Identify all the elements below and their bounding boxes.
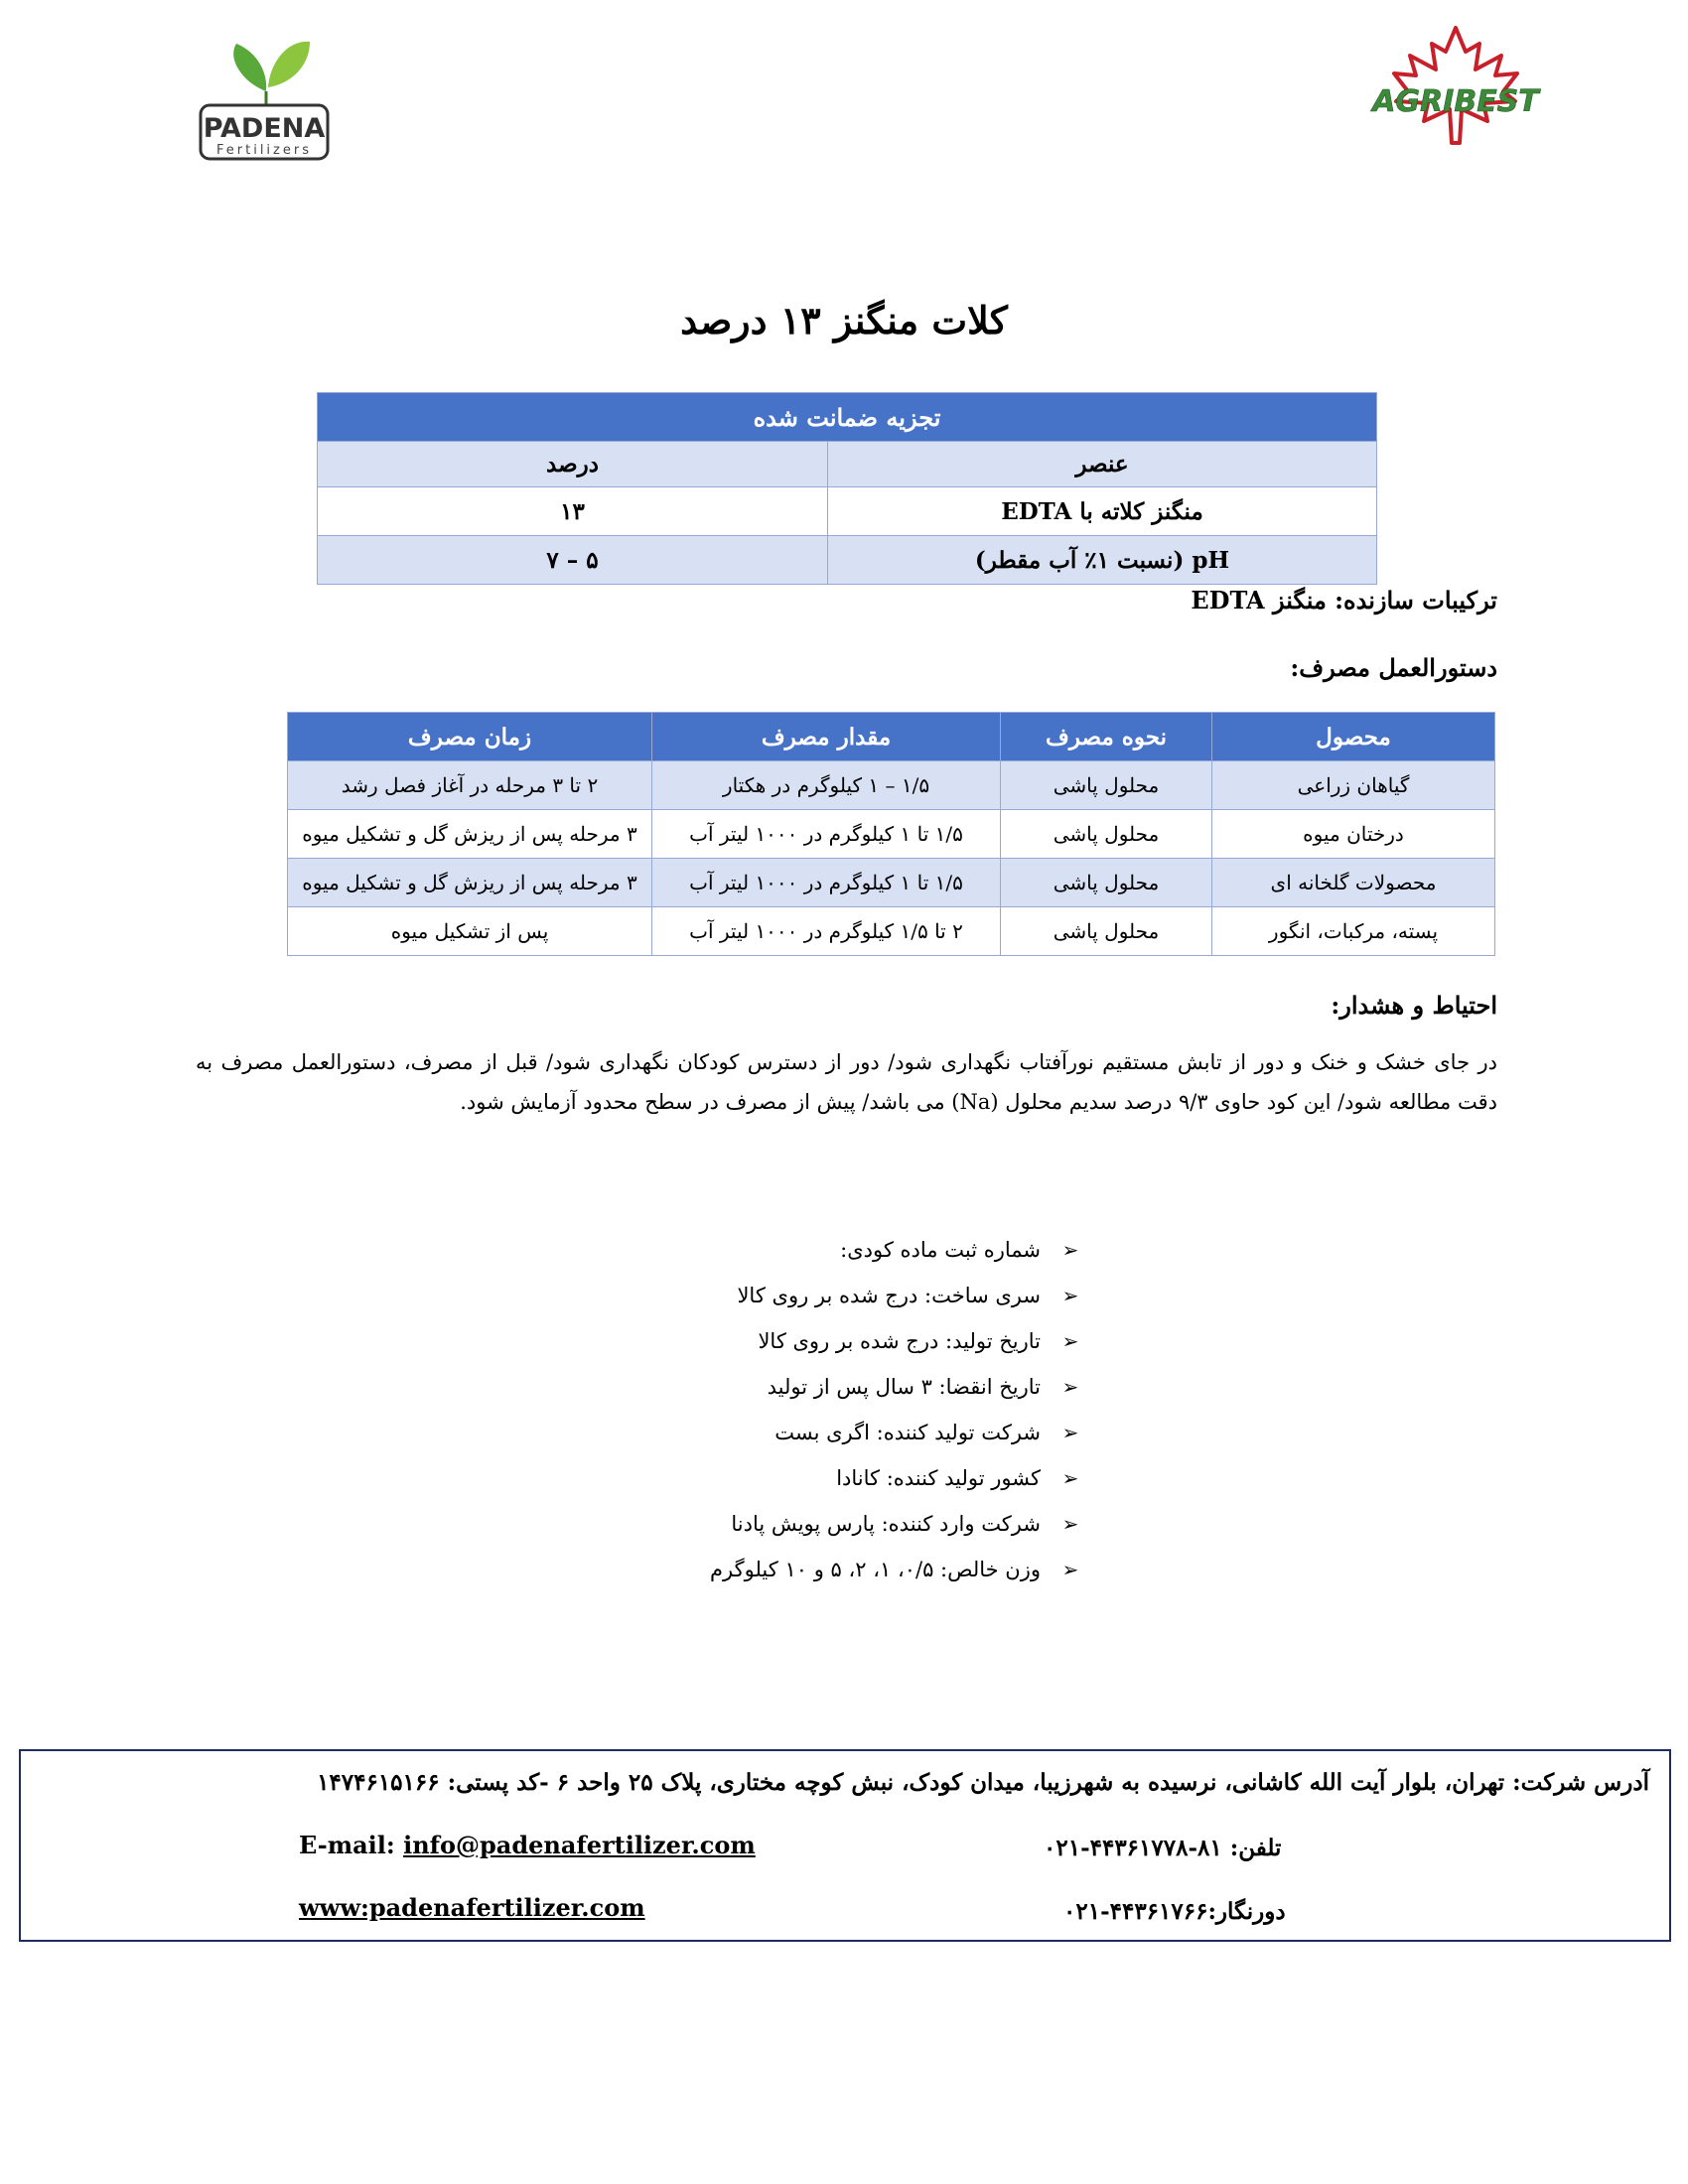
analysis-table-caption: تجزیه ضمانت شده [318, 393, 1377, 442]
agribest-logo-text: AGRIBEST [1372, 84, 1539, 119]
table-row [288, 907, 1495, 956]
usage-cell: محلول پاشی [1001, 859, 1212, 907]
info-item-text: سری ساخت: درج شده بر روی کالا [737, 1284, 1041, 1307]
usage-header: محصول [1212, 713, 1495, 761]
usage-header: نحوه مصرف [1001, 713, 1212, 761]
list-item [0, 1364, 1084, 1410]
usage-cell: ۳ مرحله پس از ریزش گل و تشکیل میوه [288, 810, 652, 859]
fax-number: دورنگار:۴۴۳۶۱۷۶۶-۰۲۱ [1063, 1898, 1286, 1925]
usage-heading: دستورالعمل مصرف: [1290, 653, 1497, 682]
guaranteed-analysis-table [317, 392, 1377, 585]
checkmark-arrow-icon: ➢ [1061, 1466, 1079, 1490]
warning-text: در جای خشک و خنک و دور از تابش مستقیم نورآفتاب نگهداری شود/ دور از دسترس کودکان نگهداری شود/ قبل از مصرف، دستورالعمل مصرف به دقت مطالعه شود/ این کود حاوی ۹/۳ درصد سدیم محلول (Na) می باشد/ پیش از مصرف در سطح محدود آزمایش شود. [196, 1050, 1497, 1114]
page-title: کلات منگنز ۱۳ درصد [680, 298, 1008, 342]
usage-cell: محصولات گلخانه ای [1212, 859, 1495, 907]
table-row [318, 536, 1377, 585]
analysis-cell: ۱۳ [318, 487, 828, 536]
info-item-text: تاریخ تولید: درج شده بر روی کالا [758, 1329, 1041, 1353]
usage-cell: درختان میوه [1212, 810, 1495, 859]
company-address: آدرس شرکت: تهران، بلوار آیت الله کاشانی، نرسیده به شهرزیبا، میدان کودک، نبش کوچه مختاری، پلاک ۲۵ واحد ۶ -کد پستی: ۱۴۷۴۶۱۵۱۶۶ [317, 1769, 1649, 1796]
info-item-text: شرکت تولید کننده: اگری بست [774, 1421, 1041, 1444]
usage-cell: ۳ مرحله پس از ریزش گل و تشکیل میوه [288, 859, 652, 907]
composition-line: ترکیبات سازنده: منگنز EDTA [1191, 586, 1497, 614]
contact-footer [19, 1749, 1671, 1942]
checkmark-arrow-icon: ➢ [1061, 1284, 1079, 1307]
checkmark-arrow-icon: ➢ [1061, 1421, 1079, 1444]
usage-table [287, 712, 1495, 956]
email-link[interactable]: info@padenafertilizer.com [403, 1831, 756, 1859]
checkmark-arrow-icon: ➢ [1061, 1558, 1079, 1581]
usage-cell: محلول پاشی [1001, 810, 1212, 859]
usage-cell: محلول پاشی [1001, 907, 1212, 956]
analysis-header-percent: درصد [318, 442, 828, 487]
analysis-cell: ۵ – ۷ [318, 536, 828, 585]
product-info-list [0, 1227, 1084, 1592]
checkmark-arrow-icon: ➢ [1061, 1375, 1079, 1399]
usage-header: زمان مصرف [288, 713, 652, 761]
usage-cell: محلول پاشی [1001, 761, 1212, 810]
list-item [0, 1273, 1084, 1318]
email-line [299, 1831, 756, 1859]
list-item [0, 1455, 1084, 1501]
info-item-text: کشور تولید کننده: کانادا [836, 1466, 1041, 1490]
usage-cell: پسته، مرکبات، انگور [1212, 907, 1495, 956]
checkmark-arrow-icon: ➢ [1061, 1329, 1079, 1353]
table-row [288, 761, 1495, 810]
table-row [288, 859, 1495, 907]
checkmark-arrow-icon: ➢ [1061, 1238, 1079, 1262]
phone-number: تلفن: ۸۱-۴۴۳۶۱۷۷۸-۰۲۱ [1044, 1835, 1282, 1861]
usage-header: مقدار مصرف [652, 713, 1001, 761]
table-row [318, 487, 1377, 536]
usage-cell: ۱/۵ – ۱ کیلوگرم در هکتار [652, 761, 1001, 810]
info-item-text: شماره ثبت ماده کودی: [840, 1238, 1041, 1262]
usage-cell: پس از تشکیل میوه [288, 907, 652, 956]
table-row [288, 810, 1495, 859]
padena-logo-text: PADENA [203, 113, 326, 144]
usage-cell: ۱/۵ تا ۱ کیلوگرم در ۱۰۰۰ لیتر آب [652, 859, 1001, 907]
list-item [0, 1410, 1084, 1455]
padena-logo-sub: Fertilizers [216, 143, 312, 158]
warning-heading: احتیاط و هشدار: [1331, 991, 1497, 1020]
list-item [0, 1318, 1084, 1364]
usage-cell: ۱/۵ تا ۱ کیلوگرم در ۱۰۰۰ لیتر آب [652, 810, 1001, 859]
usage-cell: گیاهان زراعی [1212, 761, 1495, 810]
usage-cell: ۲ تا ۱/۵ کیلوگرم در ۱۰۰۰ لیتر آب [652, 907, 1001, 956]
list-item [0, 1547, 1084, 1592]
analysis-cell: منگنز کلاته با EDTA [828, 487, 1377, 536]
info-item-text: تاریخ انقضا: ۳ سال پس از تولید [767, 1375, 1041, 1399]
list-item [0, 1501, 1084, 1547]
info-item-text: وزن خالص: ۰/۵، ۱، ۲، ۵ و ۱۰ کیلوگرم [710, 1558, 1041, 1581]
analysis-cell: pH (نسبت ۱٪ آب مقطر) [828, 536, 1377, 585]
email-label: E-mail: [299, 1831, 404, 1859]
info-item-text: شرکت وارد کننده: پارس پویش پادنا [731, 1512, 1041, 1536]
padena-logo [197, 22, 332, 163]
agribest-logo [1368, 26, 1543, 145]
analysis-header-element: عنصر [828, 442, 1377, 487]
checkmark-arrow-icon: ➢ [1061, 1512, 1079, 1536]
website-link[interactable]: www:padenafertilizer.com [299, 1893, 645, 1922]
list-item [0, 1227, 1084, 1273]
website-line [299, 1893, 645, 1922]
usage-cell: ۲ تا ۳ مرحله در آغاز فصل رشد [288, 761, 652, 810]
